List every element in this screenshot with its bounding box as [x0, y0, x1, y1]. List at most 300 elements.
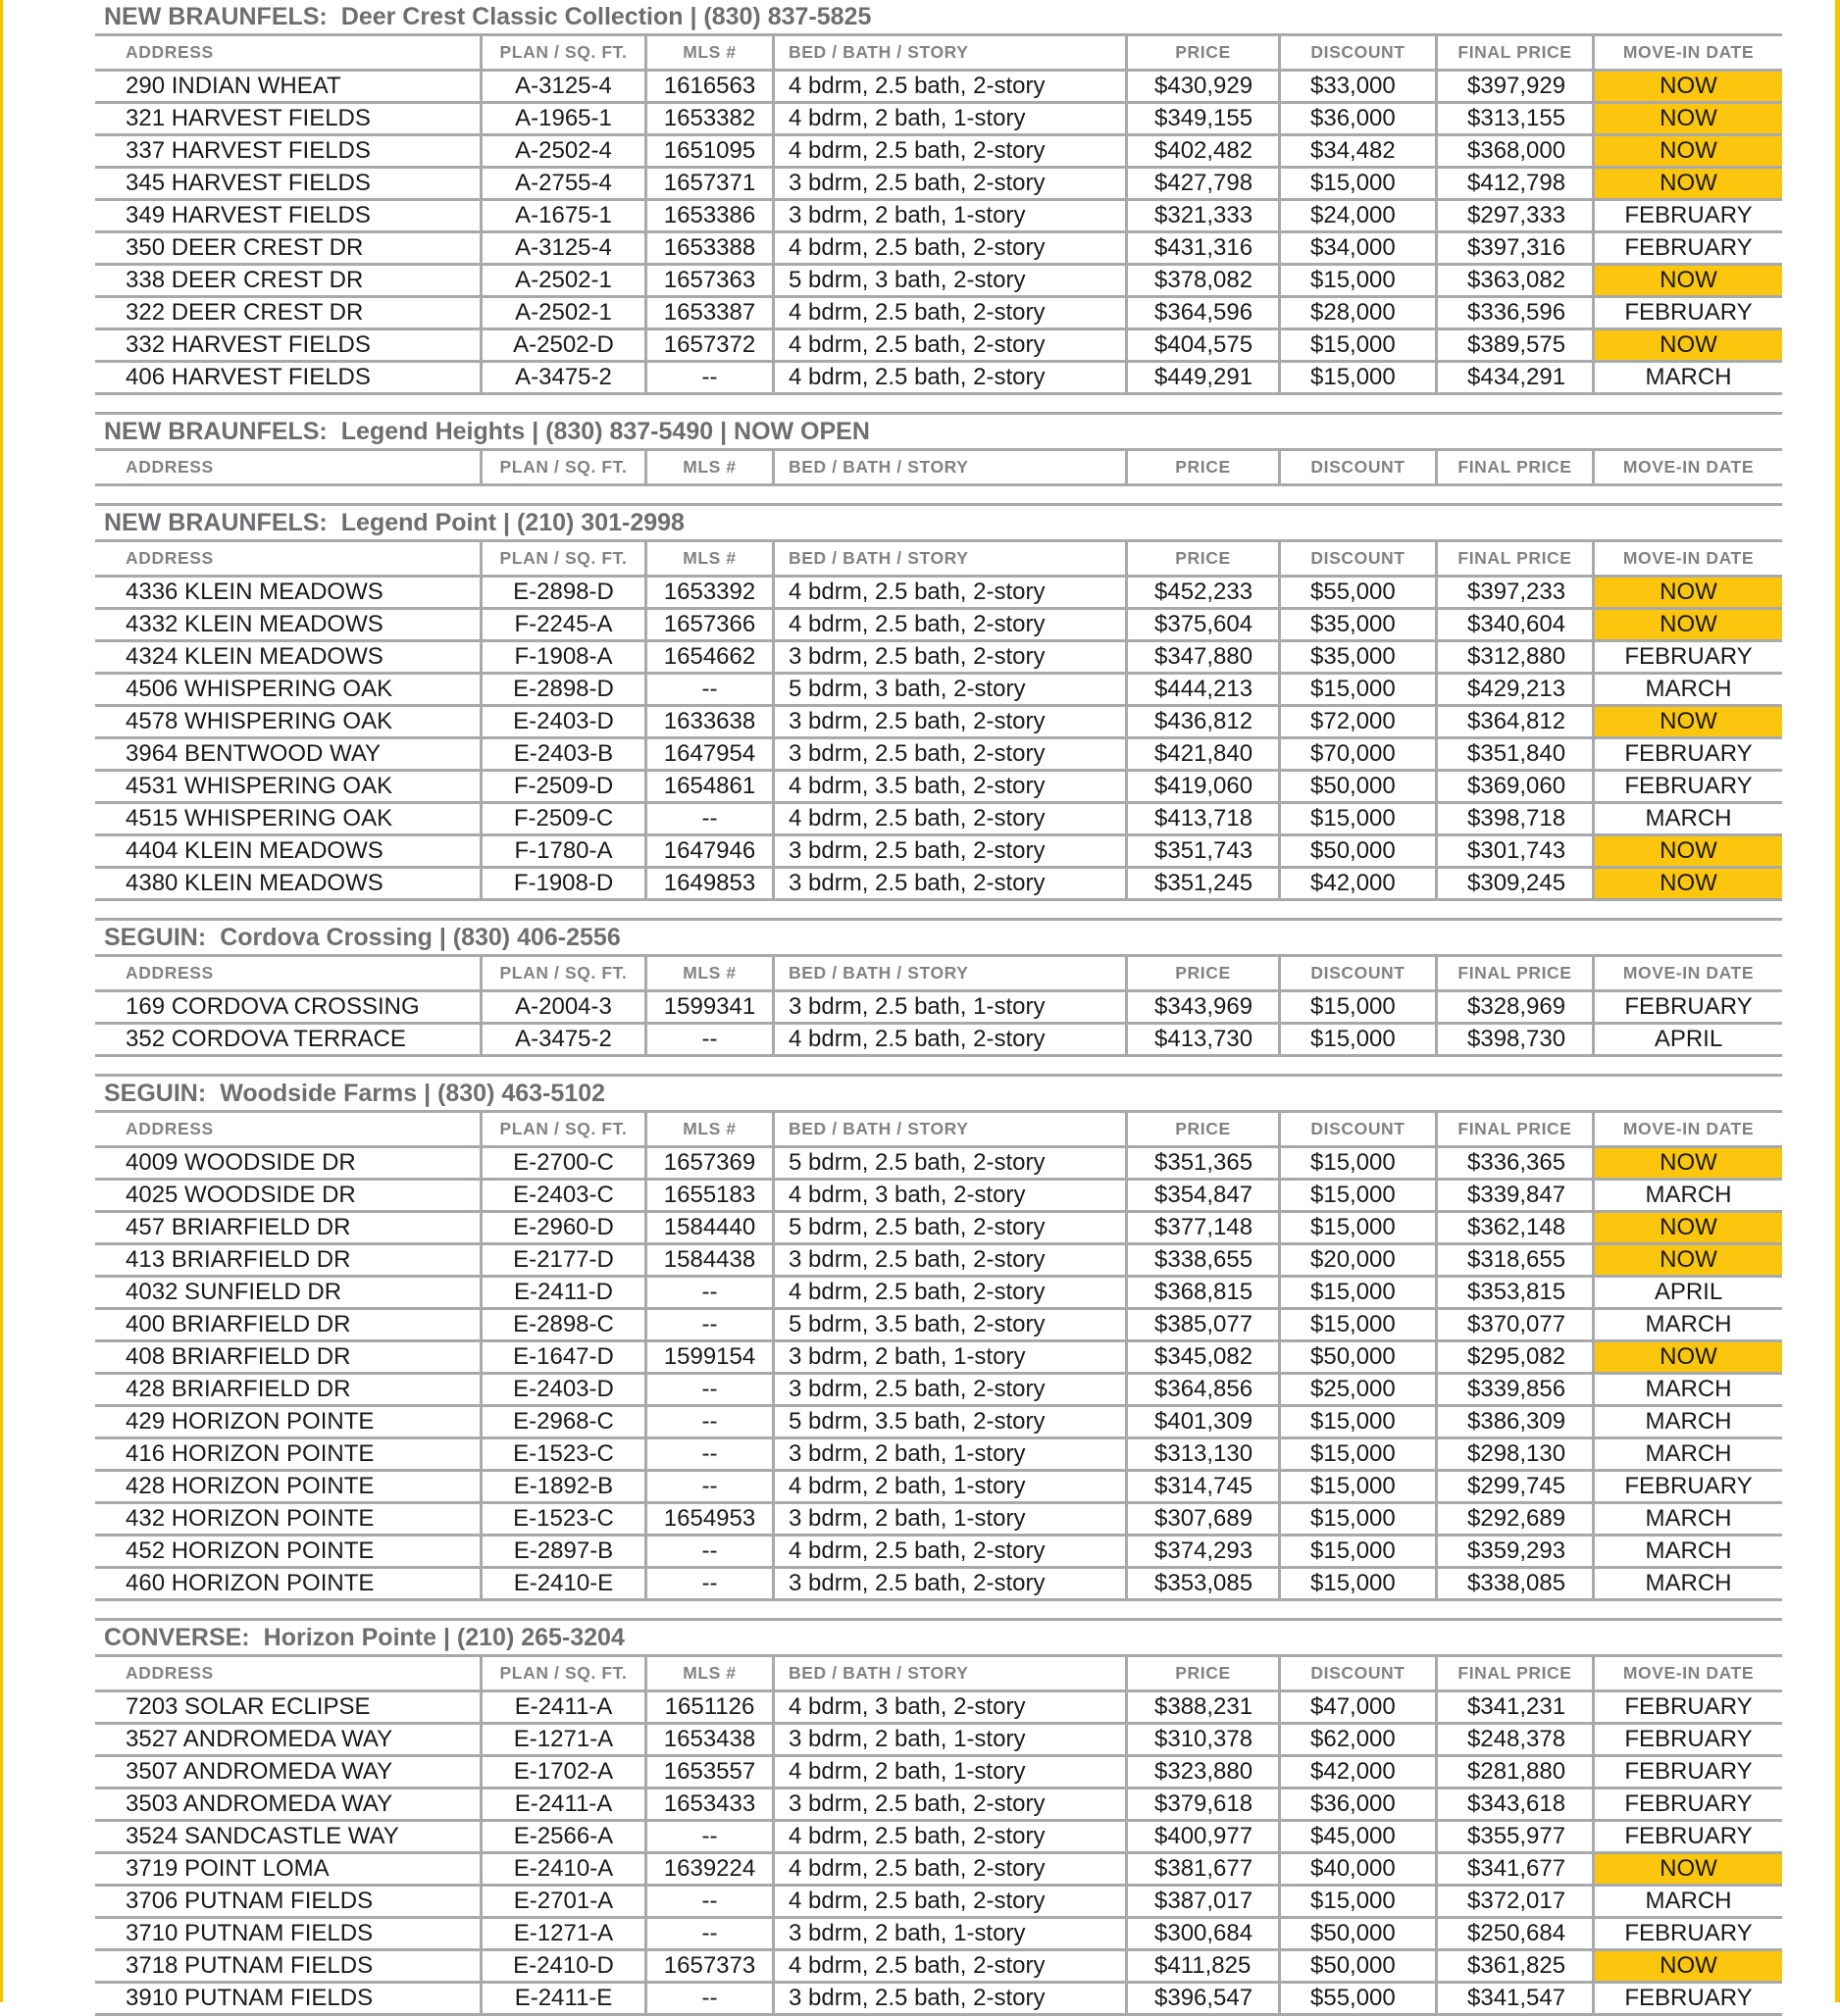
cell-mls: 1651095	[647, 136, 775, 166]
cell-bed-bath-story: 4 bdrm, 2.5 bath, 2-story	[775, 136, 1128, 166]
column-header-mls: MLS #	[647, 451, 775, 483]
cell-price: $449,291	[1128, 363, 1281, 392]
table-header-row	[95, 451, 1782, 486]
cell-plan: E-2403-B	[483, 739, 647, 769]
cell-bed-bath-story: 3 bdrm, 2 bath, 1-story	[775, 1439, 1128, 1469]
cell-price: $400,977	[1128, 1822, 1281, 1851]
table-row[interactable]	[95, 1310, 1782, 1342]
cell-plan: E-1647-D	[483, 1342, 647, 1372]
table-row[interactable]	[95, 1504, 1782, 1537]
section-city: SEGUIN:	[104, 924, 207, 951]
cell-move-in: FEBRUARY	[1624, 202, 1753, 228]
cell-plan: F-2509-C	[483, 804, 647, 833]
cell-price: $413,718	[1128, 804, 1281, 833]
cell-final-price: $397,929	[1438, 72, 1595, 101]
cell-final-price: $299,745	[1438, 1472, 1595, 1501]
cell-plan: E-2898-D	[483, 675, 647, 704]
cell-plan: A-2004-3	[483, 992, 647, 1022]
cell-mls: 1657372	[647, 330, 775, 360]
column-header-address: ADDRESS	[95, 957, 483, 989]
cell-mls: 1654662	[647, 642, 775, 672]
cell-final-price: $312,880	[1438, 642, 1595, 672]
cell-bed-bath-story: 4 bdrm, 2.5 bath, 2-story	[775, 610, 1128, 639]
column-header-plan: PLAN / SQ. FT.	[483, 542, 647, 575]
cell-mls: --	[647, 1537, 775, 1566]
page-border-right	[1835, 0, 1840, 2002]
cell-mls: --	[647, 1887, 775, 1916]
table-row[interactable]	[95, 739, 1782, 772]
cell-plan: E-2410-A	[483, 1854, 647, 1884]
cell-plan: E-2403-C	[483, 1181, 647, 1210]
cell-bed-bath-story: 3 bdrm, 2.5 bath, 2-story	[775, 739, 1128, 769]
column-header-address: ADDRESS	[95, 1657, 483, 1689]
section-community: Legend Point | (210) 301-2998	[340, 509, 685, 536]
cell-final-price: $328,969	[1438, 992, 1595, 1022]
cell-move-in: FEBRUARY	[1624, 1985, 1753, 2011]
cell-price: $364,856	[1128, 1375, 1281, 1404]
cell-plan: A-3125-4	[483, 72, 647, 101]
table-row[interactable]	[95, 1278, 1782, 1310]
table-row[interactable]	[95, 1951, 1782, 1984]
table-row[interactable]	[95, 578, 1782, 610]
table-row[interactable]	[95, 1342, 1782, 1375]
cell-address: 321 HARVEST FIELDS	[95, 104, 483, 133]
cell-price: $401,309	[1128, 1407, 1281, 1436]
cell-bed-bath-story: 5 bdrm, 2.5 bath, 2-story	[775, 1213, 1128, 1242]
cell-final-price: $336,365	[1438, 1148, 1595, 1178]
cell-final-price: $295,082	[1438, 1342, 1595, 1372]
cell-plan: E-1271-A	[483, 1725, 647, 1754]
cell-mls: --	[647, 675, 775, 704]
cell-move-in: NOW	[1595, 610, 1782, 639]
cell-bed-bath-story: 5 bdrm, 3 bath, 2-story	[775, 675, 1128, 704]
cell-plan: F-2509-D	[483, 772, 647, 801]
table-row[interactable]	[95, 1725, 1782, 1757]
cell-final-price: $338,085	[1438, 1569, 1595, 1598]
cell-plan: E-1702-A	[483, 1757, 647, 1787]
table-row[interactable]	[95, 233, 1782, 266]
section-city: SEGUIN:	[104, 1080, 207, 1107]
table-row[interactable]	[95, 1025, 1782, 1057]
cell-price: $452,233	[1128, 578, 1281, 607]
column-header-move-in: MOVE-IN DATE	[1622, 963, 1755, 983]
cell-discount: $70,000	[1281, 739, 1438, 769]
cell-discount: $42,000	[1281, 869, 1438, 898]
cell-price: $351,365	[1128, 1148, 1281, 1178]
cell-plan: A-3475-2	[483, 363, 647, 392]
table-row[interactable]	[95, 363, 1782, 395]
table-row[interactable]	[95, 1439, 1782, 1472]
cell-address: 4025 WOODSIDE DR	[95, 1181, 483, 1210]
cell-final-price: $336,596	[1438, 298, 1595, 328]
cell-bed-bath-story: 4 bdrm, 3 bath, 2-story	[775, 1692, 1128, 1722]
table-row[interactable]	[95, 675, 1782, 707]
table-row[interactable]	[95, 1569, 1782, 1601]
cell-mls: 1654953	[647, 1504, 775, 1534]
inventory-sheet	[95, 0, 1782, 2016]
cell-move-in: MARCH	[1645, 676, 1732, 702]
cell-move-in: FEBRUARY	[1624, 1790, 1753, 1817]
column-header-price: PRICE	[1128, 451, 1281, 483]
cell-address: 3719 POINT LOMA	[95, 1854, 483, 1884]
cell-address: 429 HORIZON POINTE	[95, 1407, 483, 1436]
cell-plan: E-2403-D	[483, 707, 647, 736]
cell-discount: $15,000	[1281, 992, 1438, 1022]
cell-mls: 1657369	[647, 1148, 775, 1178]
cell-mls: --	[647, 804, 775, 833]
cell-discount: $15,000	[1281, 1887, 1438, 1916]
cell-final-price: $341,677	[1438, 1854, 1595, 1884]
table-row[interactable]	[95, 1472, 1782, 1504]
cell-move-in: NOW	[1595, 330, 1782, 360]
cell-mls: 1584440	[647, 1213, 775, 1242]
table-row[interactable]	[95, 1887, 1782, 1919]
cell-address: 322 DEER CREST DR	[95, 298, 483, 328]
cell-price: $374,293	[1128, 1537, 1281, 1566]
cell-address: 3718 PUTNAM FIELDS	[95, 1951, 483, 1981]
cell-bed-bath-story: 3 bdrm, 2 bath, 1-story	[775, 1919, 1128, 1948]
cell-bed-bath-story: 5 bdrm, 2.5 bath, 2-story	[775, 1148, 1128, 1178]
cell-price: $345,082	[1128, 1342, 1281, 1372]
cell-discount: $15,000	[1281, 266, 1438, 295]
table-row[interactable]	[95, 169, 1782, 201]
cell-final-price: $434,291	[1438, 363, 1595, 392]
cell-bed-bath-story: 4 bdrm, 2.5 bath, 2-story	[775, 1537, 1128, 1566]
cell-discount: $15,000	[1281, 804, 1438, 833]
cell-bed-bath-story: 4 bdrm, 3 bath, 2-story	[775, 1181, 1128, 1210]
cell-final-price: $361,825	[1438, 1951, 1595, 1981]
table-row[interactable]	[95, 707, 1782, 739]
cell-address: 4380 KLEIN MEADOWS	[95, 869, 483, 898]
cell-final-price: $372,017	[1438, 1887, 1595, 1916]
cell-discount: $34,482	[1281, 136, 1438, 166]
cell-move-in: APRIL	[1654, 1026, 1723, 1052]
cell-mls: 1653386	[647, 201, 775, 230]
cell-final-price: $359,293	[1438, 1537, 1595, 1566]
column-header-address: ADDRESS	[95, 451, 483, 483]
cell-bed-bath-story: 5 bdrm, 3.5 bath, 2-story	[775, 1407, 1128, 1436]
cell-discount: $72,000	[1281, 707, 1438, 736]
table-row[interactable]	[95, 1213, 1782, 1245]
cell-move-in: NOW	[1595, 169, 1782, 198]
cell-move-in: FEBRUARY	[1624, 1726, 1753, 1752]
cell-final-price: $341,547	[1438, 1984, 1595, 2013]
table-row[interactable]	[95, 1407, 1782, 1439]
section-city: CONVERSE:	[104, 1624, 250, 1651]
column-header-final-price: FINAL PRICE	[1438, 1657, 1595, 1689]
cell-bed-bath-story: 3 bdrm, 2.5 bath, 2-story	[775, 869, 1128, 898]
cell-plan: E-2410-E	[483, 1569, 647, 1598]
cell-plan: A-2502-1	[483, 266, 647, 295]
cell-plan: A-3475-2	[483, 1025, 647, 1054]
cell-mls: 1599341	[647, 992, 775, 1022]
cell-discount: $50,000	[1281, 1342, 1438, 1372]
cell-discount: $55,000	[1281, 1984, 1438, 2013]
cell-plan: E-2411-A	[483, 1789, 647, 1819]
cell-move-in: FEBRUARY	[1624, 1823, 1753, 1849]
cell-address: 457 BRIARFIELD DR	[95, 1213, 483, 1242]
cell-discount: $15,000	[1281, 1472, 1438, 1501]
cell-price: $313,130	[1128, 1439, 1281, 1469]
table-row[interactable]	[95, 992, 1782, 1025]
table-header-row	[95, 1113, 1782, 1148]
cell-address: 350 DEER CREST DR	[95, 233, 483, 263]
table-row[interactable]	[95, 1919, 1782, 1951]
cell-mls: --	[647, 1278, 775, 1307]
cell-price: $379,618	[1128, 1789, 1281, 1819]
cell-plan: E-2177-D	[483, 1245, 647, 1275]
cell-bed-bath-story: 3 bdrm, 2.5 bath, 2-story	[775, 836, 1128, 866]
cell-price: $338,655	[1128, 1245, 1281, 1275]
cell-mls: 1639224	[647, 1854, 775, 1884]
cell-price: $378,082	[1128, 266, 1281, 295]
cell-address: 290 INDIAN WHEAT	[95, 72, 483, 101]
column-header-move-in: MOVE-IN DATE	[1622, 42, 1755, 62]
cell-discount: $34,000	[1281, 233, 1438, 263]
cell-discount: $42,000	[1281, 1757, 1438, 1787]
cell-address: 352 CORDOVA TERRACE	[95, 1025, 483, 1054]
cell-discount: $50,000	[1281, 772, 1438, 801]
cell-address: 416 HORIZON POINTE	[95, 1439, 483, 1469]
table-header-row	[95, 957, 1782, 992]
cell-move-in: NOW	[1595, 72, 1782, 101]
cell-mls: 1653557	[647, 1757, 775, 1787]
cell-move-in: FEBRUARY	[1624, 740, 1753, 767]
cell-price: $388,231	[1128, 1692, 1281, 1722]
cell-price: $387,017	[1128, 1887, 1281, 1916]
cell-discount: $20,000	[1281, 1245, 1438, 1275]
cell-address: 4032 SUNFIELD DR	[95, 1278, 483, 1307]
cell-move-in: NOW	[1595, 578, 1782, 607]
column-header-discount: DISCOUNT	[1281, 1657, 1438, 1689]
cell-bed-bath-story: 4 bdrm, 2.5 bath, 2-story	[775, 72, 1128, 101]
table-row[interactable]	[95, 330, 1782, 363]
cell-discount: $35,000	[1281, 642, 1438, 672]
cell-price: $430,929	[1128, 72, 1281, 101]
cell-price: $300,684	[1128, 1919, 1281, 1948]
cell-address: 3964 BENTWOOD WAY	[95, 739, 483, 769]
section-title	[95, 415, 1782, 451]
column-header-move-in: MOVE-IN DATE	[1622, 457, 1755, 477]
table-row[interactable]	[95, 1692, 1782, 1725]
cell-address: 169 CORDOVA CROSSING	[95, 992, 483, 1022]
cell-mls: 1651126	[647, 1692, 775, 1722]
cell-final-price: $398,730	[1438, 1025, 1595, 1054]
table-row[interactable]	[95, 298, 1782, 330]
cell-bed-bath-story: 4 bdrm, 2.5 bath, 2-story	[775, 1854, 1128, 1884]
cell-price: $411,825	[1128, 1951, 1281, 1981]
table-row[interactable]	[95, 104, 1782, 136]
section-separator	[95, 901, 1782, 921]
cell-move-in: MARCH	[1645, 805, 1732, 832]
cell-bed-bath-story: 3 bdrm, 2 bath, 1-story	[775, 1504, 1128, 1534]
cell-bed-bath-story: 3 bdrm, 2.5 bath, 2-story	[775, 642, 1128, 672]
table-row[interactable]	[95, 642, 1782, 675]
cell-plan: E-2897-B	[483, 1537, 647, 1566]
cell-mls: --	[647, 1439, 775, 1469]
cell-address: 452 HORIZON POINTE	[95, 1537, 483, 1566]
cell-move-in: MARCH	[1645, 1182, 1732, 1208]
cell-price: $321,333	[1128, 201, 1281, 230]
community-section	[95, 1621, 1782, 2016]
cell-plan: E-2410-D	[483, 1951, 647, 1981]
cell-plan: E-2898-C	[483, 1310, 647, 1339]
cell-discount: $33,000	[1281, 72, 1438, 101]
column-header-discount: DISCOUNT	[1281, 957, 1438, 989]
cell-plan: E-2403-D	[483, 1375, 647, 1404]
cell-mls: --	[647, 1984, 775, 2013]
cell-bed-bath-story: 4 bdrm, 2.5 bath, 2-story	[775, 1951, 1128, 1981]
cell-move-in: NOW	[1595, 1245, 1782, 1275]
table-row[interactable]	[95, 772, 1782, 804]
cell-address: 4336 KLEIN MEADOWS	[95, 578, 483, 607]
cell-address: 4009 WOODSIDE DR	[95, 1148, 483, 1178]
table-row[interactable]	[95, 869, 1782, 901]
cell-address: 4404 KLEIN MEADOWS	[95, 836, 483, 866]
cell-address: 413 BRIARFIELD DR	[95, 1245, 483, 1275]
cell-discount: $15,000	[1281, 1148, 1438, 1178]
cell-discount: $25,000	[1281, 1375, 1438, 1404]
cell-price: $377,148	[1128, 1213, 1281, 1242]
cell-discount: $28,000	[1281, 298, 1438, 328]
section-separator	[95, 395, 1782, 415]
cell-discount: $50,000	[1281, 1951, 1438, 1981]
cell-discount: $24,000	[1281, 201, 1438, 230]
column-header-final-price: FINAL PRICE	[1438, 451, 1595, 483]
cell-price: $351,245	[1128, 869, 1281, 898]
cell-discount: $15,000	[1281, 363, 1438, 392]
cell-move-in: NOW	[1595, 136, 1782, 166]
cell-bed-bath-story: 4 bdrm, 2 bath, 1-story	[775, 1472, 1128, 1501]
section-title	[95, 0, 1782, 36]
column-header-bed-bath-story: BED / BATH / STORY	[775, 1657, 1128, 1689]
cell-mls: 1649853	[647, 869, 775, 898]
table-row[interactable]	[95, 136, 1782, 169]
cell-price: $349,155	[1128, 104, 1281, 133]
cell-price: $402,482	[1128, 136, 1281, 166]
table-row[interactable]	[95, 1245, 1782, 1278]
table-row[interactable]	[95, 1757, 1782, 1789]
table-row[interactable]	[95, 266, 1782, 298]
table-row[interactable]	[95, 610, 1782, 642]
table-row[interactable]	[95, 804, 1782, 836]
cell-move-in: FEBRUARY	[1624, 1693, 1753, 1720]
cell-discount: $15,000	[1281, 169, 1438, 198]
section-separator	[95, 1601, 1782, 1621]
cell-plan: E-1523-C	[483, 1504, 647, 1534]
table-header-row	[95, 36, 1782, 72]
table-row[interactable]	[95, 201, 1782, 233]
cell-discount: $15,000	[1281, 1278, 1438, 1307]
cell-move-in: APRIL	[1654, 1279, 1723, 1305]
table-row[interactable]	[95, 1789, 1782, 1822]
column-header-bed-bath-story: BED / BATH / STORY	[775, 1113, 1128, 1145]
column-header-move-in: MOVE-IN DATE	[1622, 1119, 1755, 1138]
section-city: NEW BRAUNFELS:	[104, 3, 328, 30]
cell-final-price: $351,840	[1438, 739, 1595, 769]
section-city: NEW BRAUNFELS:	[104, 509, 328, 536]
table-row[interactable]	[95, 1148, 1782, 1181]
cell-move-in: FEBRUARY	[1624, 993, 1753, 1020]
cell-final-price: $339,847	[1438, 1181, 1595, 1210]
cell-bed-bath-story: 3 bdrm, 2.5 bath, 2-story	[775, 707, 1128, 736]
cell-bed-bath-story: 4 bdrm, 2.5 bath, 2-story	[775, 578, 1128, 607]
table-row[interactable]	[95, 1822, 1782, 1854]
section-separator	[95, 1057, 1782, 1077]
cell-bed-bath-story: 3 bdrm, 2.5 bath, 2-story	[775, 169, 1128, 198]
cell-bed-bath-story: 3 bdrm, 2 bath, 1-story	[775, 201, 1128, 230]
table-row[interactable]	[95, 1854, 1782, 1887]
cell-plan: A-1965-1	[483, 104, 647, 133]
cell-address: 338 DEER CREST DR	[95, 266, 483, 295]
column-header-plan: PLAN / SQ. FT.	[483, 36, 647, 69]
cell-discount: $15,000	[1281, 675, 1438, 704]
cell-mls: 1653387	[647, 298, 775, 328]
column-header-move-in: MOVE-IN DATE	[1622, 1663, 1755, 1683]
cell-price: $307,689	[1128, 1504, 1281, 1534]
column-header-address: ADDRESS	[95, 36, 483, 69]
cell-price: $323,880	[1128, 1757, 1281, 1787]
cell-address: 337 HARVEST FIELDS	[95, 136, 483, 166]
cell-address: 4531 WHISPERING OAK	[95, 772, 483, 801]
cell-bed-bath-story: 5 bdrm, 3 bath, 2-story	[775, 266, 1128, 295]
cell-move-in: MARCH	[1645, 364, 1732, 390]
community-section	[95, 415, 1782, 486]
cell-plan: A-1675-1	[483, 201, 647, 230]
table-row[interactable]	[95, 1537, 1782, 1569]
cell-mls: 1616563	[647, 72, 775, 101]
cell-move-in: FEBRUARY	[1624, 1473, 1753, 1499]
table-header-row	[95, 1657, 1782, 1692]
cell-final-price: $248,378	[1438, 1725, 1595, 1754]
table-row[interactable]	[95, 72, 1782, 104]
table-row[interactable]	[95, 836, 1782, 869]
section-community: Cordova Crossing | (830) 406-2556	[220, 924, 621, 951]
cell-price: $375,604	[1128, 610, 1281, 639]
cell-final-price: $397,233	[1438, 578, 1595, 607]
cell-plan: E-2566-A	[483, 1822, 647, 1851]
cell-final-price: $429,213	[1438, 675, 1595, 704]
section-title	[95, 506, 1782, 542]
column-header-address: ADDRESS	[95, 1113, 483, 1145]
table-row[interactable]	[95, 1181, 1782, 1213]
cell-move-in: NOW	[1595, 1342, 1782, 1372]
cell-price: $347,880	[1128, 642, 1281, 672]
cell-mls: 1653433	[647, 1789, 775, 1819]
cell-move-in: MARCH	[1645, 1570, 1732, 1596]
cell-bed-bath-story: 3 bdrm, 2.5 bath, 2-story	[775, 1569, 1128, 1598]
table-row[interactable]	[95, 1375, 1782, 1407]
section-separator	[95, 486, 1782, 506]
cell-move-in: MARCH	[1645, 1311, 1732, 1337]
cell-final-price: $368,000	[1438, 136, 1595, 166]
column-header-final-price: FINAL PRICE	[1438, 1113, 1595, 1145]
column-header-mls: MLS #	[647, 1657, 775, 1689]
column-header-mls: MLS #	[647, 957, 775, 989]
cell-discount: $47,000	[1281, 1692, 1438, 1722]
cell-move-in: NOW	[1595, 707, 1782, 736]
cell-address: 428 BRIARFIELD DR	[95, 1375, 483, 1404]
cell-mls: 1599154	[647, 1342, 775, 1372]
cell-final-price: $363,082	[1438, 266, 1595, 295]
cell-bed-bath-story: 3 bdrm, 2.5 bath, 2-story	[775, 1789, 1128, 1819]
cell-mls: 1653382	[647, 104, 775, 133]
cell-plan: E-1271-A	[483, 1919, 647, 1948]
cell-price: $385,077	[1128, 1310, 1281, 1339]
table-row[interactable]	[95, 1984, 1782, 2016]
cell-final-price: $292,689	[1438, 1504, 1595, 1534]
cell-address: 4506 WHISPERING OAK	[95, 675, 483, 704]
